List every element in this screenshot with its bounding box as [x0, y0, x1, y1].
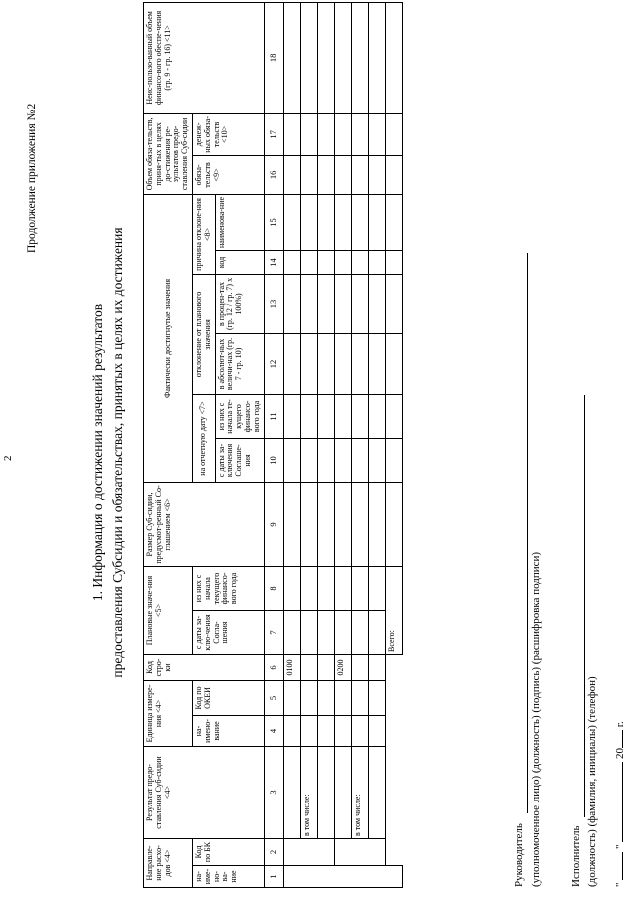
section-title: 1. Информация о достижении значений результатов [90, 303, 105, 602]
including-label: в том числе: [300, 747, 317, 839]
column-number: 14 [264, 250, 283, 274]
executor-label: Исполнитель [570, 825, 582, 887]
column-number: 7 [264, 611, 283, 655]
column-number: 18 [264, 2, 283, 113]
column-number-row [264, 2, 283, 887]
column-number: 17 [264, 113, 283, 155]
header-obligations-b: денеж-ных обяза-тельств <10> [192, 113, 264, 155]
date-year-blank [622, 730, 623, 748]
header-planned-year: из них с начала текущего финансо-вого года [192, 566, 264, 610]
date-year: 20 [614, 748, 626, 759]
header-reason-name: наименова-ние [215, 194, 264, 250]
including-label: в том числе: [351, 747, 368, 839]
date-quote: " [614, 844, 626, 849]
executor-signature-line [584, 395, 585, 817]
head-signature-line [527, 253, 528, 813]
section-subtitle: предоставления Субсидии и обязательствах, принятых в целях их достижения [110, 227, 125, 678]
table-cell [283, 747, 300, 839]
header-direction: Направле-ние расхо-дов <4> [144, 839, 193, 888]
column-number: 4 [264, 716, 283, 747]
header-line-code: Код стро-ки [144, 655, 265, 681]
header-reason: причина отклоне-ния <8> [192, 194, 215, 274]
header-unit-name: на-имено-вание [192, 716, 264, 747]
table-cell [334, 839, 385, 866]
column-number: 15 [264, 194, 283, 250]
table-row [283, 2, 300, 887]
header-obligations-a: обяза-тельств <9> [192, 155, 264, 194]
table-cell [283, 866, 402, 888]
column-number: 10 [264, 438, 283, 482]
column-number: 3 [264, 747, 283, 839]
head-label: Руководитель [513, 823, 525, 887]
page-number: 2 [2, 455, 14, 461]
header-report-year: из них с начала те-кущего финансо-вого года [215, 394, 264, 438]
header-reason-code: код [215, 250, 264, 274]
total-label: Всего: [385, 566, 402, 654]
table-row [351, 2, 368, 887]
table-row [300, 2, 317, 887]
column-number: 2 [264, 839, 283, 866]
header-obligations: Объем обяза-тельств, приня-тых в целях до-стижения ре-зультатов предо-ставления Суб-сидии [144, 113, 193, 194]
column-number: 11 [264, 394, 283, 438]
header-planned: Плановые значе-ния <5> [144, 566, 193, 654]
column-number: 6 [264, 655, 283, 681]
date-line [614, 721, 626, 887]
header-deviation-abs: в абсолют-ных величи-нах (гр. 7 - гр. 10) [215, 333, 264, 394]
executor-caption: (должность) (фамилия, инициалы) (телефон) [586, 676, 598, 887]
column-number: 9 [264, 482, 283, 566]
date-month-blank [622, 762, 623, 842]
header-deviation: отклонение от планового значения [192, 274, 215, 394]
header-direction-name: на-име-но-ва-ние [192, 866, 264, 888]
header-deviation-pct: в процен-тах (гр. 12 / гр. 7) х 100%) [215, 274, 264, 333]
date-quote: " [614, 882, 626, 887]
table-row [368, 2, 385, 887]
header-row-1 [144, 2, 193, 887]
column-number: 13 [264, 274, 283, 333]
column-number: 5 [264, 681, 283, 716]
line-code-cell: 0200 [334, 655, 351, 681]
header-planned-from-agreement: с даты за-клю-чения Согла-шения [192, 611, 264, 655]
table-row [317, 2, 334, 887]
header-result: Результат предо-ставления Суб-сидии <4> [144, 747, 265, 839]
column-number: 16 [264, 155, 283, 194]
total-row [385, 2, 402, 887]
table-cell [283, 716, 300, 747]
column-number: 8 [264, 566, 283, 610]
header-unit: Единица измере-ния <4> [144, 681, 193, 747]
date-suffix: г. [614, 721, 626, 728]
header-subsidy-size: Размер Суб-сидии, предусмот-ренный Со-глашением <6> [144, 482, 265, 566]
header-report-date: на отчетную дату <7> [192, 394, 215, 482]
table-row [334, 2, 351, 887]
header-report-from-agreement: с даты за-ключения Соглаше-ния [215, 438, 264, 482]
column-number: 12 [264, 333, 283, 394]
header-unused: Неис-пользо-ванный объем финансо-вого обеспе-чения (гр. 9 - гр. 16) <11> [144, 2, 265, 113]
continuation-note: Продолжение приложения №2 [26, 103, 38, 253]
header-unit-code: Код по ОКЕИ [192, 681, 264, 716]
table-cell [283, 681, 300, 716]
header-actual-values: Фактически достигнутые значения [144, 194, 193, 482]
results-table [143, 2, 403, 888]
column-number: 1 [264, 866, 283, 888]
head-caption: (уполномоченное лицо) (должность) (подпись) (расшифровка подписи) [530, 551, 542, 887]
header-direction-code: Код по БК [192, 839, 264, 866]
line-code-cell: 0100 [283, 655, 300, 681]
date-day-blank [622, 852, 623, 880]
table-cell [283, 839, 334, 866]
